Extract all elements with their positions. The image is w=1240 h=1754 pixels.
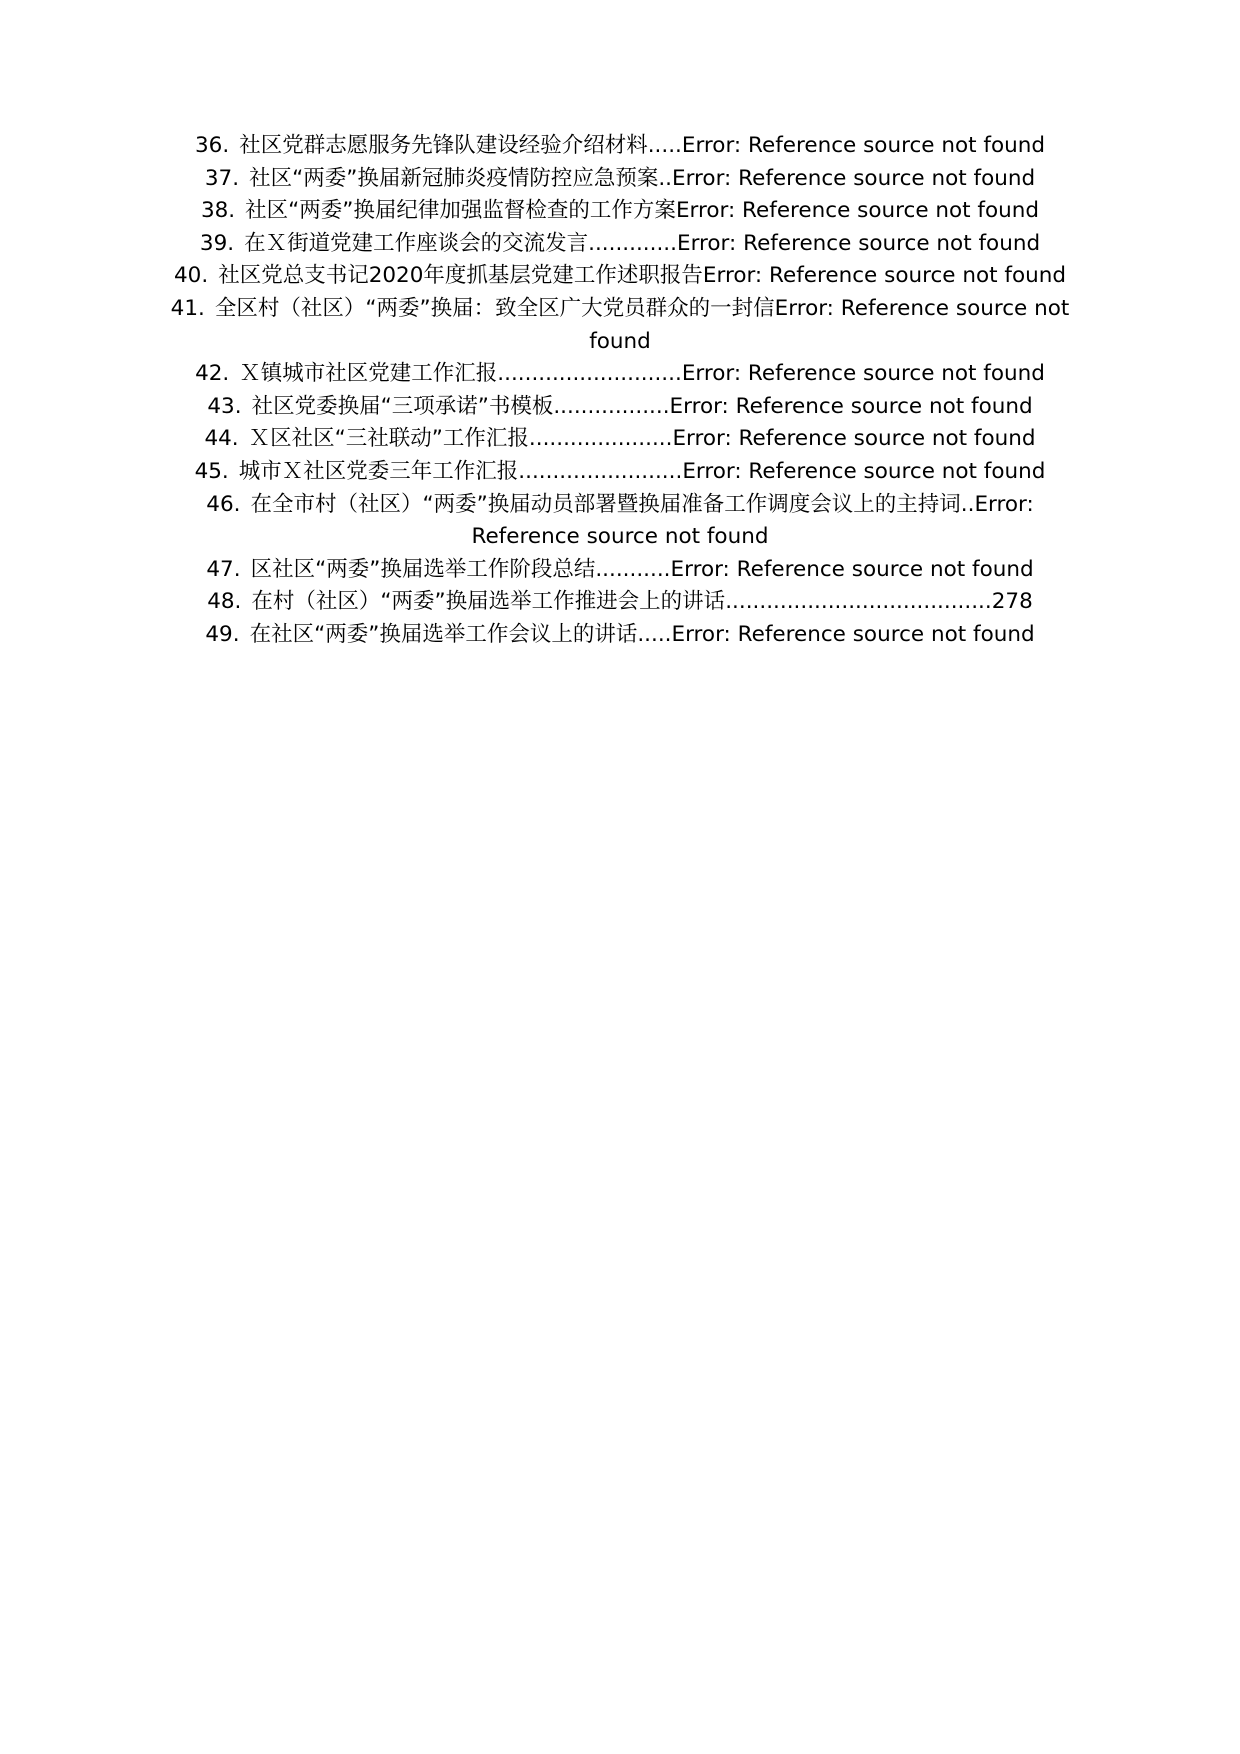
toc-entry-leader: ............. xyxy=(588,230,677,256)
toc-entry-leader: ........................ xyxy=(518,458,683,484)
toc-entry-number: 49. xyxy=(205,621,240,647)
table-of-contents xyxy=(150,130,1090,652)
toc-entry-page: Error: Reference source not found xyxy=(671,621,1035,647)
toc-entry-number: 45. xyxy=(194,458,229,484)
toc-entry-leader: .. xyxy=(658,165,673,191)
toc-entry-number: 47. xyxy=(206,556,241,582)
toc-entry-page: Error: Reference source not found xyxy=(675,198,1040,224)
toc-entry-title: Ｘ镇城市社区党建工作汇报 xyxy=(239,361,498,387)
toc-entry-38[interactable] xyxy=(150,195,1090,228)
toc-entry-title: 在Ｘ街道党建工作座谈会的交流发言 xyxy=(244,230,589,256)
toc-entry-leader: ..... xyxy=(637,621,672,647)
toc-entry-title: 区社区“两委”换届选举工作阶段总结 xyxy=(250,556,596,582)
toc-entry-number: 40. xyxy=(173,263,209,289)
toc-entry-title: 全区村（社区）“两委”换届：致全区广大党员群众的一封信 xyxy=(214,295,775,321)
toc-entry-48[interactable] xyxy=(150,586,1090,619)
toc-entry-44[interactable] xyxy=(150,423,1090,456)
toc-entry-number: 36. xyxy=(195,133,230,158)
toc-entry-39[interactable] xyxy=(150,228,1090,261)
toc-entry-43[interactable] xyxy=(150,391,1090,424)
toc-entry-leader: ........... xyxy=(595,556,671,582)
toc-entry-number: 42. xyxy=(195,361,230,387)
toc-entry-number: 37. xyxy=(204,165,240,191)
toc-entry-page: Error: Reference source not found xyxy=(589,295,1070,354)
toc-entry-number: 39. xyxy=(199,230,235,256)
toc-entry-page: Error: Reference source not found xyxy=(672,426,1036,452)
toc-entry-title: 社区“两委”换届新冠肺炎疫情防控应急预案 xyxy=(249,165,659,191)
toc-entry-title: 社区党群志愿服务先锋队建设经验介绍材料 xyxy=(239,133,648,158)
toc-entry-37[interactable] xyxy=(150,163,1090,196)
toc-entry-page: 278 xyxy=(991,589,1033,615)
toc-entry-leader: ........................... xyxy=(497,361,682,387)
toc-entry-page: Error: Reference source not found xyxy=(682,458,1046,484)
toc-entry-46[interactable] xyxy=(150,489,1090,554)
toc-entry-page: Error: Reference source not found xyxy=(670,556,1034,582)
toc-entry-leader: ..................... xyxy=(528,426,673,452)
toc-entry-41[interactable] xyxy=(150,293,1090,358)
toc-entry-page: Error: Reference source not found xyxy=(471,491,1034,550)
toc-entry-title: Ｘ区社区“三社联动”工作汇报 xyxy=(248,426,529,452)
toc-entry-36[interactable] xyxy=(150,130,1090,163)
toc-entry-47[interactable] xyxy=(150,554,1090,587)
toc-entry-page: Error: Reference source not found xyxy=(669,393,1033,419)
toc-entry-40[interactable] xyxy=(150,260,1090,293)
toc-entry-title: 社区党总支书记2020年度抓基层党建工作述职报告 xyxy=(218,263,703,289)
toc-entry-title: 在全市村（社区）“两委”换届动员部署暨换届准备工作调度会议上的主持词 xyxy=(250,491,961,517)
toc-entry-45[interactable] xyxy=(150,456,1090,489)
toc-entry-number: 46. xyxy=(206,491,241,517)
toc-entry-49[interactable] xyxy=(150,619,1090,652)
toc-entry-42[interactable] xyxy=(150,358,1090,391)
toc-entry-number: 38. xyxy=(200,198,236,224)
toc-entry-title: 社区“两委”换届纪律加强监督检查的工作方案 xyxy=(245,198,676,224)
toc-entry-title: 社区党委换届“三项承诺”书模板 xyxy=(251,393,554,419)
toc-entry-leader: ....................................... xyxy=(725,589,992,615)
toc-entry-title: 城市Ｘ社区党委三年工作汇报 xyxy=(238,458,519,484)
toc-entry-leader: ................. xyxy=(553,393,670,419)
toc-entry-page: Error: Reference source not found xyxy=(681,133,1045,158)
toc-entry-page: Error: Reference source not found xyxy=(672,165,1036,191)
toc-entry-page: Error: Reference source not found xyxy=(681,361,1045,387)
toc-entry-number: 41. xyxy=(170,295,205,321)
toc-entry-number: 44. xyxy=(204,426,239,452)
toc-entry-title: 在社区“两委”换届选举工作会议上的讲话 xyxy=(249,621,638,647)
toc-entry-page: Error: Reference source not found xyxy=(676,230,1041,256)
toc-entry-leader: .. xyxy=(960,491,975,517)
toc-entry-title: 在村（社区）“两委”换届选举工作推进会上的讲话 xyxy=(251,589,726,615)
toc-entry-leader: ..... xyxy=(647,133,682,158)
toc-entry-page: Error: Reference source not found xyxy=(702,263,1067,289)
toc-entry-number: 48. xyxy=(207,589,242,615)
toc-entry-number: 43. xyxy=(207,393,242,419)
